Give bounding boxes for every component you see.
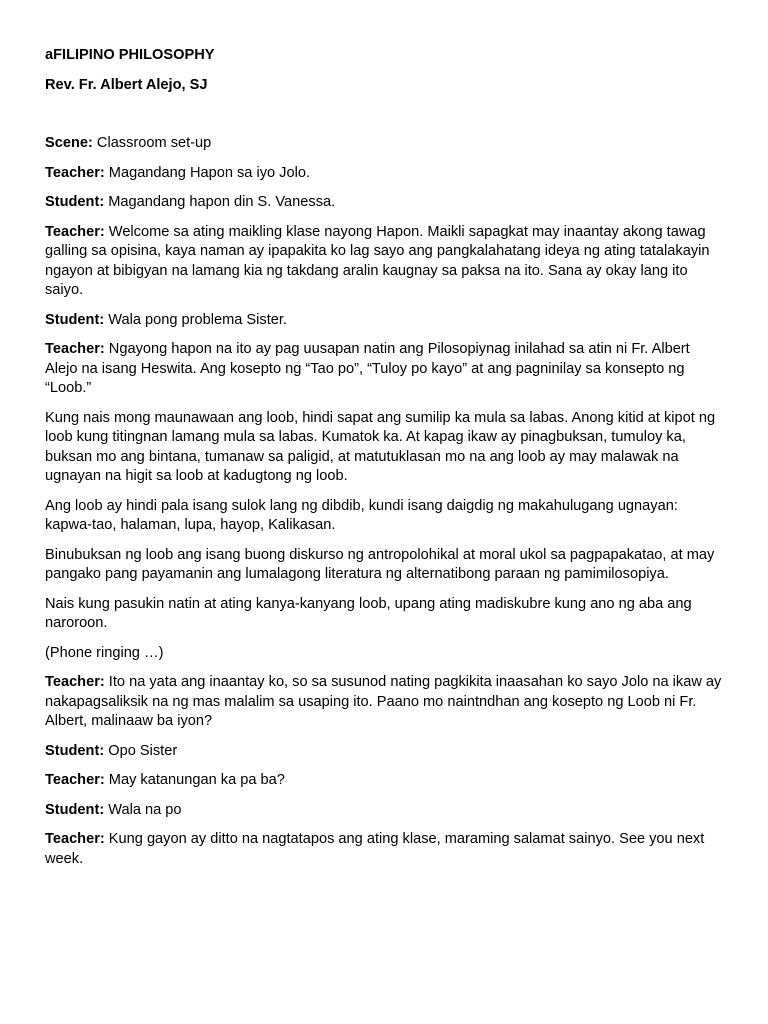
speaker-label: Teacher: [45,674,105,690]
speaker-label: Teacher: [45,223,105,240]
dialogue-paragraph [45,673,725,732]
dialogue-text: May katanungan ka pa ba? [104,772,285,788]
speaker-label: Teacher: [45,772,105,788]
dialogue-paragraph [45,193,725,213]
dialogue-text: Wala pong problema Sister. [104,311,287,328]
dialogue-text: Ngayong hapon na ito ay pag uusapan natin ang Pilosopiynag inilahad sa atin ni Fr. Albert Alejo na isang Heswita. Ang kosepto ng “Tao po”, “Tuloy po kayo” at ang pagninilay sa konsepto ng “Loob.” [45,341,690,396]
speaker-label: Student: [45,311,105,328]
speaker-label: Student: [45,194,105,210]
speaker-label: Scene: [45,135,93,151]
body-paragraph [45,546,725,585]
dialogue-text: Classroom set-up [92,135,212,151]
body-paragraph [45,595,725,634]
dialogue-text: Welcome sa ating maikling klase nayong Hapon. Maikli sapagkat may inaantay akong tawag galling sa opisina, kaya naman ay ipapakita ko lag sayo ang pangkalahatang ideya ng ating tatalakayin ngayon at bibigyan na lamang kia ng takdang aralin kaugnay sa paksa na ito. Sana ay okay lang ito saiyo. [45,223,710,298]
dialogue-text: Ito na yata ang inaantay ko, so sa susunod nating pagkikita inaasahan ko sayo Jolo na ikaw ay nakapagsaliksik na ng mas malalim sa usaping ito. Paano mo naintndhan ang kosepto ng Loob ni Fr. Albert, malinaaw ba iyon? [45,674,722,729]
document-title: aFILIPINO PHILOSOPHY [45,47,215,63]
scene-paragraph [45,134,725,154]
document-author: Rev. Fr. Albert Alejo, SJ [45,76,208,93]
dialogue-text: Magandang hapon din S. Vanessa. [104,194,336,210]
dialogue-paragraph [45,830,725,869]
speaker-label: Teacher: [45,164,105,181]
body-paragraph [45,497,725,536]
paragraph-text: (Phone ringing …) [45,644,164,661]
dialogue-paragraph [45,801,725,821]
dialogue-text: Kung gayon ay ditto na nagtatapos ang ating klase, maraming salamat sainyo. See you next week. [45,831,705,867]
dialogue-paragraph [45,164,725,184]
speaker-label: Student: [45,801,105,818]
paragraph-text: Ang loob ay hindi pala isang sulok lang ng dibdib, kundi isang daigdig ng makahulugang ugnayan: kapwa-tao, halaman, lupa, hayop, Kalikasan. [45,497,678,533]
body-paragraph [45,409,725,487]
dialogue-text: Magandang Hapon sa iyo Jolo. [104,164,311,181]
speaker-label: Student: [45,742,105,759]
dialogue-paragraph [45,742,725,762]
paragraph-text: Nais kung pasukin natin at ating kanya-kanyang loob, upang ating madiskubre kung ano ng aba ang naroroon. [45,595,692,631]
paragraph-text: Kung nais mong maunawaan ang loob, hindi sapat ang sumilip ka mula sa labas. Anong kitid at kipot ng loob kung titingnan lamang mula sa labas. Kumatok ka. At kapag ikaw ay pinagbuksan, tumuloy ka, buksan mo ang bintana, tumanaw sa paligid, at matutuklasan mo na ang loob ay may malawak na ugnayan na higit sa loob at kadugtong ng loob. [45,409,716,484]
document-page [45,46,725,879]
dialogue-text: Opo Sister [104,742,178,759]
speaker-label: Teacher: [45,831,105,847]
dialogue-paragraph [45,223,725,301]
dialogue-paragraph [45,771,725,791]
stage-direction [45,644,725,664]
speaker-label: Teacher: [45,341,105,357]
dialogue-text: Wala na po [104,801,182,818]
dialogue-paragraph [45,340,725,399]
dialogue-paragraph [45,311,725,331]
paragraph-text: Binubuksan ng loob ang isang buong diskurso ng antropolohikal at moral ukol sa pagpapakatao, at may pangako pang payamanin ang lumalagong literatura ng alternatibong paraan ng pamimilosopiya. [45,546,715,582]
